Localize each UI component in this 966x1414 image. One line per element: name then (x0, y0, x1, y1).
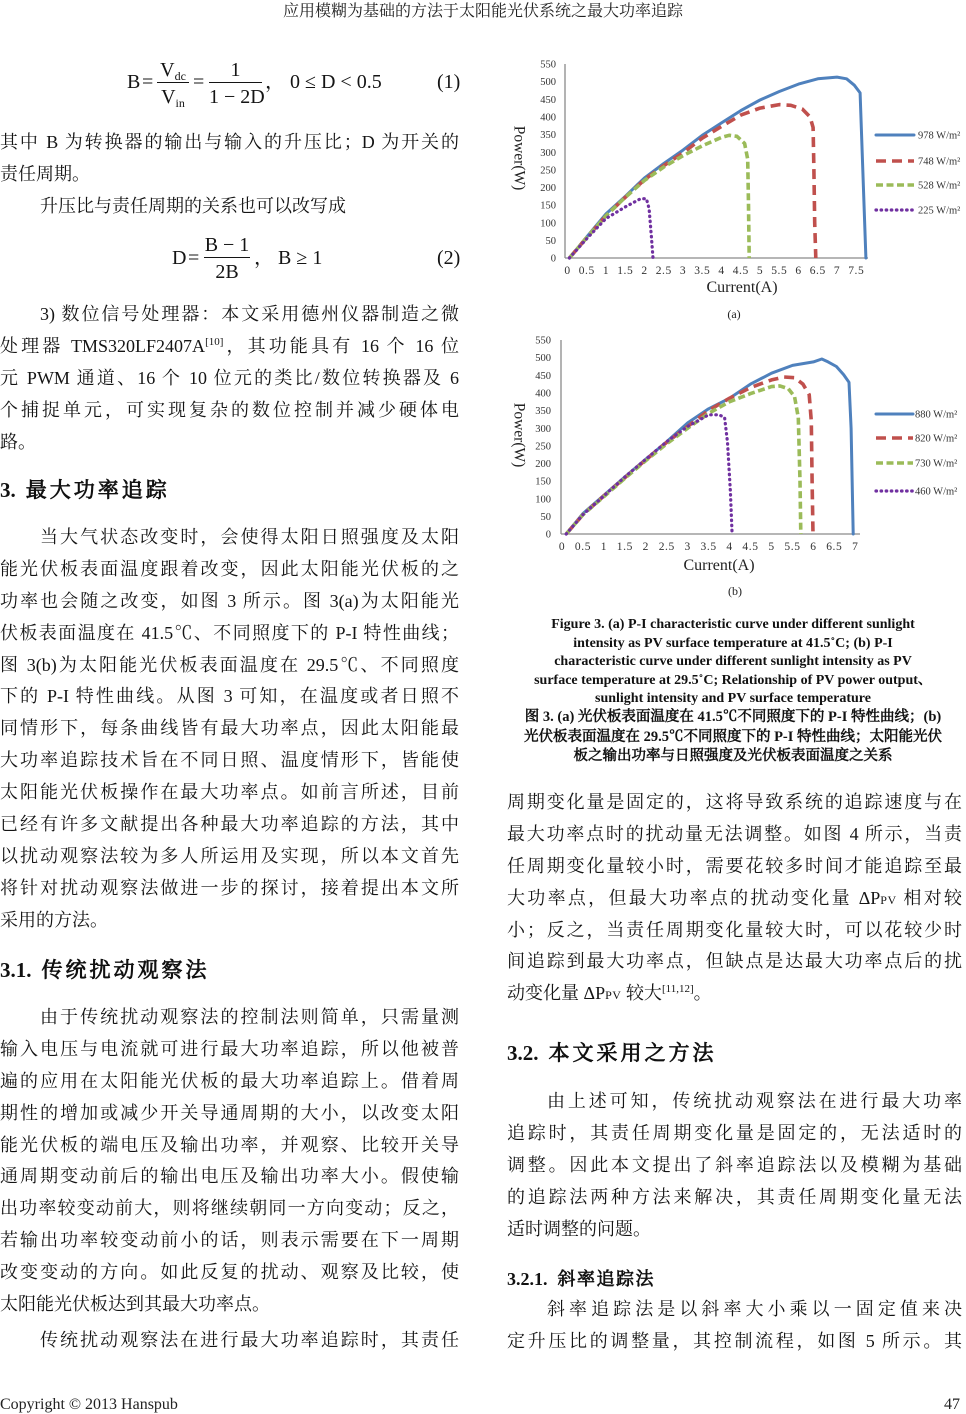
text-line: 功率也会随之改变，如图 3 所示。图 3(a)为太阳能光 (0, 590, 459, 611)
citation-superscript: [11,12] (661, 983, 694, 996)
section-number: 3.2. (507, 1041, 539, 1065)
y-tick-label: 100 (535, 494, 551, 506)
text-line: 其中 B 为转换器的输出与输入的升压比；D 为开关的 (0, 132, 459, 152)
section-number: 3.1. (0, 958, 32, 982)
section-title: 传统扰动观察法 (41, 958, 210, 982)
y-tick-label: 150 (535, 476, 551, 488)
text-line: 间追踪到最大功率点，但缺点是达最大功率点后的扰 (507, 951, 962, 972)
y-tick-label: 250 (540, 165, 556, 177)
y-tick-label: 50 (545, 236, 556, 247)
x-tick-label: 0 (564, 265, 571, 277)
x-tick-label: 2.5 (658, 541, 675, 553)
text-line: 期性的增加或减少开关导通周期的大小，以改变太阳 (0, 1102, 459, 1123)
section-title: 斜率追踪法 (557, 1269, 655, 1289)
text-line: 大功率追踪技术旨在不同日照、温度情形下，皆能使 (0, 750, 459, 771)
x-tick-label: 4.5 (732, 265, 749, 277)
small-caps-subscript: PV (605, 988, 622, 1003)
eq1-condition: 0 ≤ D < 0.5 (290, 71, 382, 93)
text-line: 追踪时，其责任周期变化量是固定的，无法适时的 (507, 1122, 962, 1143)
y-tick-label: 250 (535, 441, 551, 453)
text-run: 动变化量 ΔP (507, 983, 606, 1004)
x-tick-label: 0.5 (578, 265, 595, 277)
symbol-v: V (161, 86, 176, 108)
text-line: 遍的应用在太阳能光伏板的最大功率追踪上。借着周 (0, 1070, 459, 1091)
page-number: 47 (944, 1396, 960, 1413)
text-line (507, 883, 962, 915)
caption-line: sunlight intensity and PV surface temperature (595, 691, 871, 706)
text-line: 同情形下，每条曲线皆有最大功率点，因此太阳能最 (0, 718, 459, 739)
text-line: 个捕捉单元，可实现复杂的数位控制并减少硬体电 (0, 399, 459, 420)
text-line: 将针对扰动观察法做进一步的探讨，接着提出本文所 (0, 877, 459, 898)
text-run: ，其功能具有 16 个 16 位 (223, 335, 459, 356)
eq2-lhs: D (172, 247, 187, 269)
y-axis-title: Power(W) (510, 402, 528, 468)
section-heading-3-1 (0, 955, 210, 985)
series-line (566, 415, 732, 534)
y-tick-label: 400 (535, 388, 551, 400)
legend-label: 730 W/m² (915, 458, 958, 470)
x-tick-label: 3.5 (700, 541, 717, 553)
text-line: 太阳能光伏板达到其最大功率点。 (0, 1294, 270, 1315)
y-axis-title: Power(W) (510, 125, 528, 191)
caption-line: 光伏板表面温度在 29.5℃不同照度下的 P-I 特性曲线；太阳能光伏 (523, 728, 943, 745)
plot-area (511, 336, 958, 574)
fraction-denominator (157, 83, 189, 109)
x-tick-label: 3 (679, 265, 687, 277)
x-tick-label: 4.5 (742, 541, 759, 553)
text-line: 能光伏板的端电压及输出功率，并观察、比较开关导 (0, 1134, 459, 1155)
paragraph-boost-ratio-definition (0, 127, 459, 191)
running-title: 应用模糊为基础的方法于太阳能光伏系统之最大功率追踪 (282, 3, 683, 20)
text-line (507, 978, 962, 1010)
caption-line: characteristic curve under different sunlight intensity as PV (554, 654, 912, 669)
paragraph-perturb-observe (0, 1002, 459, 1321)
legend-label: 225 W/m² (918, 205, 961, 217)
text-line: 小；反之，当责任周期变化量较大时，可以花较少时 (507, 919, 962, 940)
text-line: 下的 P-I 特性曲线。从图 3 可知，在温度或者日照不 (0, 686, 459, 707)
text-run: 。 (693, 983, 712, 1004)
citation-superscript: [10] (205, 335, 224, 348)
eq2-number: (2) (437, 247, 461, 269)
text-line: 路。 (0, 431, 36, 452)
eq1-equals: = (142, 71, 154, 93)
x-tick-label: 6 (795, 265, 802, 277)
text-line: 3) 数位信号处理器：本文采用德州仪器制造之微 (40, 304, 459, 324)
text-line: 由于传统扰动观察法的控制法则简单，只需量测 (40, 1007, 459, 1027)
text-line: 已经有许多文献提出各种最大功率追踪的方法，其中 (0, 814, 459, 835)
section-number: 3. (0, 478, 16, 502)
y-tick-label: 400 (540, 112, 556, 124)
section-heading-3-2 (507, 1038, 717, 1068)
eq1-separator: ， (265, 71, 285, 93)
x-tick-label: 1.5 (617, 265, 634, 277)
text-line: 伏板表面温度在 41.5℃、不同照度下的 P-I 特性曲线； (0, 622, 459, 643)
eq1-equals-2: = (193, 71, 205, 93)
caption-line: surface temperature at 29.5˚C; Relationship of PV power output、 (534, 672, 932, 688)
text-line: 斜率追踪法是以斜率大小乘以一固定值来决 (547, 1299, 962, 1319)
plot-area (511, 60, 961, 296)
x-tick-label: 7 (833, 265, 841, 277)
y-tick-label: 0 (545, 529, 551, 541)
small-caps-subscript: PV (880, 892, 897, 907)
y-tick-label: 450 (535, 370, 551, 382)
y-tick-label: 300 (535, 423, 551, 435)
text-run: 相对较 (896, 887, 962, 908)
fraction-numerator (157, 58, 189, 82)
y-tick-label: 500 (540, 77, 556, 89)
series-line (569, 135, 749, 258)
y-tick-label: 150 (540, 200, 556, 212)
x-tick-label: 5.5 (771, 265, 788, 277)
paragraph-fixed-step-drawback (507, 787, 962, 1010)
fraction-numerator: 1 (230, 59, 241, 81)
x-axis-title: Current(A) (706, 279, 778, 296)
text-line: 输入电压与电流就可进行最大功率追踪，所以他被普 (0, 1038, 459, 1059)
series-line (566, 377, 813, 534)
x-axis-title: Current(A) (683, 557, 755, 574)
text-line: 若输出功率较变动前小的话，则表示需要在下一周期 (0, 1230, 459, 1251)
eq2-condition: B ≥ 1 (278, 247, 323, 269)
paragraph-proposed-method (507, 1086, 962, 1245)
x-tick-label: 3 (684, 541, 691, 553)
text-line: 升压比与责任周期的关系也可以改写成 (40, 196, 346, 216)
text-line: 由上述可知，传统扰动观察法在进行最大功率 (547, 1091, 962, 1111)
text-line (0, 331, 459, 363)
text-run: 大功率点，但最大功率点的扰动变化量 ΔP (507, 887, 881, 908)
text-line: 定升压比的调整量，其控制流程，如图 5 所示。其 (507, 1330, 962, 1351)
figure-caption-english (500, 616, 966, 709)
paragraph-slope-tracking (507, 1294, 962, 1358)
fraction-denominator: 2B (215, 261, 239, 283)
y-tick-label: 50 (540, 512, 551, 523)
x-tick-label: 0.5 (574, 541, 592, 553)
section-number: 3.2.1. (507, 1269, 548, 1289)
text-line: 当大气状态改变时，会使得太阳日照强度及太阳 (40, 527, 459, 547)
x-tick-label: 1.5 (616, 541, 633, 553)
text-line: 周期变化量是固定的，这将导致系统的追踪速度与在 (507, 792, 962, 812)
caption-line: 板之输出功率与日照强度及光伏板表面温度之关系 (573, 748, 893, 764)
text-line: 适时调整的问题。 (507, 1218, 651, 1239)
x-tick-label: 4 (718, 265, 725, 277)
paragraph-mppt-intro (0, 522, 459, 937)
text-line: 出功率较变动前大，则将继续朝同一方向变动；反之， (0, 1198, 459, 1219)
subscript-in: in (175, 96, 185, 110)
x-tick-label: 3.5 (694, 265, 711, 277)
series-line (566, 386, 801, 534)
paragraph-perturb-observe-continued (0, 1325, 459, 1357)
x-tick-label: 5 (768, 541, 775, 553)
x-tick-label: 6.5 (826, 541, 843, 553)
y-tick-label: 350 (535, 406, 551, 418)
text-line: 的追踪法两种方法来解决，其责任周期变化量无法 (507, 1186, 962, 1207)
text-line: 最大功率点时的扰动量无法调整。如图 4 所示，当责 (507, 823, 962, 844)
x-tick-label: 4 (726, 541, 733, 553)
symbol-v: V (160, 59, 175, 81)
y-tick-label: 200 (540, 183, 556, 195)
legend-label: 748 W/m² (918, 156, 961, 168)
text-line: 责任周期。 (0, 163, 90, 184)
series-line (569, 105, 815, 258)
subfigure-label-b: (b) (728, 584, 742, 598)
series-line (569, 77, 866, 258)
legend-label: 460 W/m² (915, 486, 958, 498)
eq1-lhs: B (127, 71, 141, 93)
eq2-separator: ， (254, 247, 274, 269)
eq2-fraction (204, 233, 250, 284)
section-title: 最大功率追踪 (25, 478, 170, 502)
x-tick-label: 1 (600, 541, 608, 553)
x-tick-label: 2 (641, 265, 648, 277)
chart-b-pi-curves-29-5c (500, 330, 966, 592)
text-line: 任周期变化量较小时，需要花较多时间才能追踪至最 (507, 855, 962, 876)
x-tick-label: 0 (558, 541, 566, 553)
section-title: 本文采用之方法 (548, 1041, 717, 1065)
x-tick-label: 6 (810, 541, 817, 553)
y-tick-label: 300 (540, 147, 556, 159)
text-line: 采用的方法。 (0, 909, 108, 930)
text-line: 调整。因此本文提出了斜率追踪法以及模糊为基础 (507, 1154, 962, 1175)
x-tick-label: 2 (642, 541, 649, 553)
caption-line: Figure 3. (a) P-I characteristic curve under different sunlight (551, 617, 915, 632)
y-tick-label: 100 (540, 218, 556, 230)
copyright-notice: Copyright © 2013 Hanspub (0, 1396, 178, 1413)
figure-caption-chinese (500, 708, 966, 767)
section-heading-3-2-1 (507, 1264, 655, 1294)
chart-a-pi-curves-41-5c (500, 50, 966, 312)
eq1-fraction-duty (209, 58, 265, 109)
x-tick-label: 5 (756, 265, 764, 277)
text-line: 图 3(b)为太阳能光伏板表面温度在 29.5℃、不同照度 (0, 654, 459, 675)
text-run: 处理器 TMS320LF2407A (0, 335, 206, 356)
y-tick-label: 550 (540, 59, 556, 71)
y-tick-label: 550 (535, 335, 551, 347)
text-run: 较大 (621, 983, 662, 1004)
subscript-dc: dc (174, 69, 186, 83)
section-heading-3 (0, 475, 170, 505)
legend-label: 978 W/m² (918, 130, 961, 142)
text-line: 改变变动的方向。如此反复的扰动、观察及比较，使 (0, 1262, 459, 1283)
x-tick-label: 2.5 (655, 265, 672, 277)
y-tick-label: 450 (540, 94, 556, 106)
y-tick-label: 500 (535, 353, 551, 365)
text-line: 传统扰动观察法在进行最大功率追踪时，其责任 (40, 1330, 459, 1350)
caption-line: 图 3. (a) 光伏板表面温度在 41.5℃不同照度下的 P-I 特性曲线；(b) (524, 709, 942, 725)
x-tick-label: 1 (602, 265, 610, 277)
x-tick-label: 5.5 (784, 541, 801, 553)
y-tick-label: 350 (540, 130, 556, 142)
paragraph-dsp (0, 299, 459, 458)
caption-line: intensity as PV surface temperature at 41.5˚C; (b) P-I (573, 635, 893, 651)
text-line: 元 PWM 通道、16 个 10 位元的类比/数位转换器及 6 (0, 367, 459, 388)
x-tick-label: 7 (852, 541, 859, 553)
text-line: 能光伏板表面温度跟着改变，因此太阳能光伏板的之 (0, 558, 459, 579)
eq2-equals: = (188, 247, 200, 269)
eq1-fraction-voltage (157, 58, 189, 109)
legend-label: 880 W/m² (915, 409, 958, 421)
text-line: 以扰动观察法较为多人所运用及实现，所以本文首先 (0, 845, 459, 866)
eq1-number: (1) (437, 71, 461, 93)
legend-label: 528 W/m² (918, 180, 961, 192)
y-tick-label: 200 (535, 459, 551, 471)
x-tick-label: 7.5 (848, 265, 865, 277)
text-line: 通周期变动前后的输出电压及输出功率大小。假使输 (0, 1166, 459, 1187)
text-line: 太阳能光伏板操作在最大功率点。如前言所述，目前 (0, 782, 459, 803)
subfigure-label-a: (a) (727, 307, 741, 321)
fraction-denominator: 1 − 2D (209, 86, 265, 108)
x-tick-label: 6.5 (809, 265, 826, 277)
fraction-numerator: B − 1 (204, 234, 250, 256)
legend-label: 820 W/m² (915, 433, 958, 445)
paragraph-rewrite (0, 191, 459, 223)
y-tick-label: 0 (550, 253, 556, 265)
